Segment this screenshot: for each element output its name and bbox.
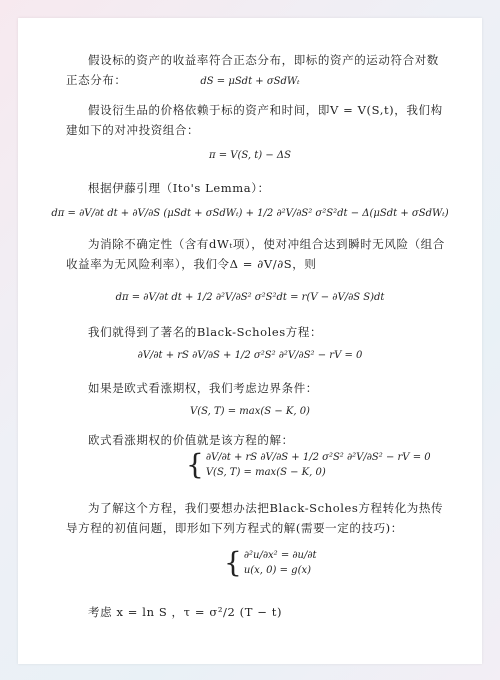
paragraph-7: 欧式看涨期权的价值就是该方程的解： <box>88 433 294 447</box>
brace-glyph: { <box>224 546 242 579</box>
equation-system-call <box>186 450 431 480</box>
paragraph-5: 我们就得到了著名的Black-Scholes方程： <box>88 325 323 339</box>
heat-row-1: ∂²u/∂x² = ∂u/∂t <box>243 550 317 561</box>
equation-gbm: dS = μSdt + σSdWₜ <box>200 76 300 87</box>
heat-row-2: u(x, 0) = g(x) <box>243 565 312 576</box>
paragraph-4: 为消除不确定性（含有dWₜ项），使对冲组合达到瞬时无风险（组合收益率为无风险利率），我们令Δ = ∂V/∂S，则 <box>66 237 445 271</box>
document-page <box>18 18 482 664</box>
paragraph-2: 假设衍生品的价格依赖于标的资产和时间，即V = V(S,t)，我们构建如下的对冲投资组合： <box>66 103 443 137</box>
paragraph-1: 假设标的资产的收益率符合正态分布，即标的资产的运动符合对数正态分布： <box>66 53 439 87</box>
equation-black-scholes: ∂V/∂t + rS ∂V/∂S + 1/2 σ²S² ∂²V/∂S² − rV = 0 <box>137 350 363 361</box>
paragraph-9: 考虑 x = ln S ，τ = σ²/2 (T − t) <box>88 605 283 619</box>
equation-boundary: V(S, T) = max(S − K, 0) <box>190 406 310 417</box>
equation-portfolio: π = V(S, t) − ΔS <box>208 150 291 161</box>
paragraph-6: 如果是欧式看涨期权，我们考虑边界条件： <box>88 381 318 395</box>
brace-glyph: { <box>186 448 204 481</box>
equation-system-heat <box>224 548 317 578</box>
equation-ito: dπ = ∂V/∂t dt + ∂V/∂S (μSdt + σSdWₜ) + 1/2 ∂²V/∂S² σ²S²dt − Δ(μSdt + σSdWₜ) <box>51 208 449 219</box>
equation-riskless: dπ = ∂V/∂t dt + 1/2 ∂²V/∂S² σ²S²dt = r(V − ∂V/∂S S)dt <box>115 292 385 303</box>
paragraph-8: 为了解这个方程，我们要想办法把Black-Scholes方程转化为热传导方程的初值问题，即形如下列方程式的解(需要一定的技巧)： <box>66 501 444 535</box>
paragraph-3: 根据伊藤引理（Ito's Lemma）： <box>88 181 270 195</box>
system-row-2: V(S, T) = max(S − K, 0) <box>205 467 326 478</box>
system-row-1: ∂V/∂t + rS ∂V/∂S + 1/2 σ²S² ∂²V/∂S² − rV = 0 <box>205 452 431 463</box>
